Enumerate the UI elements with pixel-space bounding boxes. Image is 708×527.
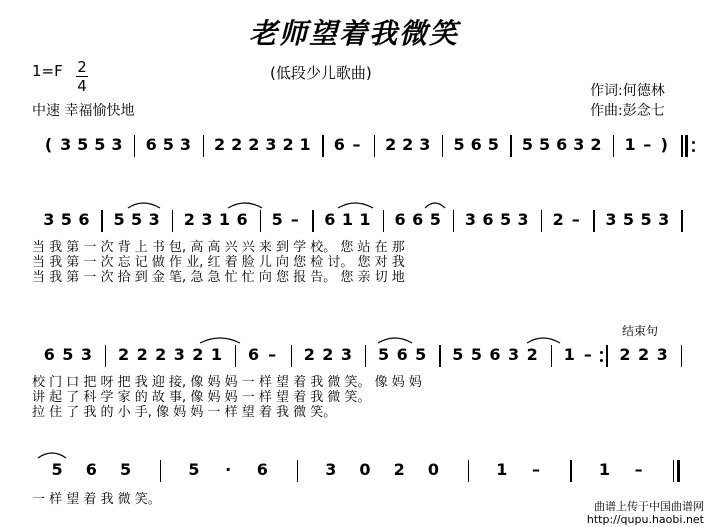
note-token: 2 bbox=[637, 345, 650, 364]
note-token: 6 bbox=[412, 210, 424, 229]
note-token: 1 bbox=[299, 135, 311, 154]
key-signature: 1=F bbox=[32, 62, 63, 80]
note-token: 3 bbox=[573, 135, 585, 154]
note-token: 5 bbox=[499, 210, 512, 229]
note-token: 5 bbox=[113, 210, 125, 229]
lyricist-credit: 作词:何德林 bbox=[590, 83, 665, 99]
note-token: 2 bbox=[155, 345, 167, 364]
note-token: – bbox=[290, 210, 299, 229]
note-token: 3 bbox=[605, 210, 617, 229]
note-token: 6 bbox=[145, 135, 157, 154]
note-token: 5 bbox=[51, 460, 63, 479]
note-token: 2 bbox=[214, 135, 226, 154]
note-token: 2 bbox=[136, 345, 148, 364]
note-token: 2 bbox=[117, 345, 130, 364]
note-token: 2 bbox=[526, 345, 538, 364]
note-token: 3 bbox=[111, 135, 123, 154]
time-signature-bottom: 4 bbox=[77, 77, 87, 95]
note-token: 5 bbox=[377, 345, 390, 364]
note-token: 3 bbox=[656, 345, 668, 364]
note-token: 5 bbox=[119, 460, 132, 479]
note-token: 2 bbox=[282, 135, 294, 154]
note-token: 6 bbox=[470, 135, 482, 154]
footer-site-name: 曲谱上传于中国曲谱网 bbox=[594, 500, 704, 513]
note-token: – bbox=[583, 345, 592, 364]
note-token: 2 bbox=[248, 135, 260, 154]
end-phrase-label: 结束句 bbox=[622, 324, 659, 338]
note-token: 5 bbox=[521, 135, 534, 154]
note-token: – bbox=[643, 135, 652, 154]
note-token: 3 bbox=[80, 345, 92, 364]
tempo-marking: 中速 幸福愉快地 bbox=[32, 103, 135, 119]
note-token: 0 bbox=[427, 460, 439, 479]
note-token: 6 bbox=[482, 210, 494, 229]
note-token: 6 bbox=[394, 210, 406, 229]
lyric-verse1-line2: 当 我 第 一 次 背 上 书 包, 高 高 兴 兴 来 到 学 校。 您 站 在 那 bbox=[32, 240, 405, 255]
note-token: 5 bbox=[415, 345, 427, 364]
note-token: 5 bbox=[539, 135, 551, 154]
lyric-verse3-line3: 拉 住 了 我 的 小 手, 像 妈 妈 一 样 望 着 我 微 笑。 bbox=[32, 405, 337, 420]
lyric-verse2-line3: 讲 起 了 科 学 家 的 故 事, 像 妈 妈 一 样 望 着 我 微 笑。 bbox=[32, 390, 371, 405]
lyric-verse1-line3: 校 门 口 把 呀 把 我 迎 接, 像 妈 妈 一 样 望 着 我 微 笑。 像 妈 妈 bbox=[32, 375, 422, 390]
note-token: 6 bbox=[256, 460, 268, 479]
note-token: 1 bbox=[598, 460, 611, 479]
note-token: 3 bbox=[179, 135, 191, 154]
note-token: 5 bbox=[60, 210, 72, 229]
note-token: – bbox=[634, 460, 643, 479]
note-token: 2 bbox=[590, 135, 602, 154]
note-token: 5 bbox=[429, 210, 441, 229]
note-token: – bbox=[352, 135, 361, 154]
note-token: – bbox=[532, 460, 541, 479]
note-token: 3 bbox=[658, 210, 670, 229]
note-token: 5 bbox=[452, 345, 464, 364]
note-token: 5 bbox=[622, 210, 635, 229]
footer-site-url: http://qupu.haobi.net bbox=[586, 513, 704, 526]
note-token: 6 bbox=[489, 345, 501, 364]
note-token: 5 bbox=[453, 135, 465, 154]
note-token: 6 bbox=[333, 135, 345, 154]
note-token: 5 bbox=[271, 210, 283, 229]
note-token: 3 bbox=[507, 345, 520, 364]
note-token: 2 bbox=[619, 345, 631, 364]
note-token: ( bbox=[44, 135, 53, 154]
note-token: 6 bbox=[556, 135, 568, 154]
note-token: 5 bbox=[62, 345, 74, 364]
note-token: 5 bbox=[131, 210, 143, 229]
lyric-line4: 一 样 望 着 我 微 笑。 bbox=[32, 492, 161, 507]
note-token: 3 bbox=[325, 460, 337, 479]
lyric-verse2-line2: 当 我 第 一 次 忘 记 做 作 业, 红 着 脸 儿 向 您 检 讨。 您 对 我 bbox=[32, 255, 405, 270]
composer-credit: 作曲:彭念七 bbox=[590, 103, 665, 119]
note-token: 5 bbox=[162, 135, 174, 154]
note-token: 3 bbox=[464, 210, 476, 229]
note-token: – bbox=[571, 210, 580, 229]
note-token: 2 bbox=[183, 210, 195, 229]
note-token: 1 bbox=[563, 345, 575, 364]
note-token: 3 bbox=[419, 135, 431, 154]
note-token: 1 bbox=[210, 345, 222, 364]
note-token: 2 bbox=[385, 135, 397, 154]
song-title: 老师望着我微笑 bbox=[248, 17, 459, 50]
note-token: 1 bbox=[359, 210, 371, 229]
note-token: 5 bbox=[94, 135, 106, 154]
note-token: 6 bbox=[324, 210, 336, 229]
note-token: 2 bbox=[231, 135, 243, 154]
note-token: 1 bbox=[496, 460, 508, 479]
song-subtitle: (低段少儿歌曲) bbox=[270, 64, 372, 82]
note-token: 5 bbox=[470, 345, 482, 364]
note-token: 1 bbox=[624, 135, 636, 154]
note-token: 1 bbox=[218, 210, 231, 229]
note-token: 2 bbox=[552, 210, 564, 229]
note-token: 3 bbox=[173, 345, 185, 364]
note-token: 5 bbox=[77, 135, 89, 154]
note-token: 3 bbox=[517, 210, 529, 229]
note-token: · bbox=[225, 460, 232, 479]
note-token: 3 bbox=[148, 210, 160, 229]
note-token: – bbox=[268, 345, 277, 364]
note-token: 1 bbox=[341, 210, 353, 229]
note-token: 5 bbox=[188, 460, 200, 479]
note-token: 2 bbox=[402, 135, 414, 154]
note-token: 6 bbox=[78, 210, 90, 229]
note-token: 3 bbox=[60, 135, 72, 154]
note-token: 3 bbox=[201, 210, 213, 229]
note-token: 2 bbox=[192, 345, 204, 364]
note-token: ) bbox=[660, 135, 668, 154]
note-token: 6 bbox=[43, 345, 55, 364]
time-signature-top: 2 bbox=[77, 58, 87, 76]
note-token: 3 bbox=[265, 135, 277, 154]
note-token: 6 bbox=[236, 210, 248, 229]
note-token: 3 bbox=[340, 345, 352, 364]
note-token: 6 bbox=[85, 460, 97, 479]
note-token: 2 bbox=[393, 460, 405, 479]
note-token: 6 bbox=[396, 345, 408, 364]
note-token: 2 bbox=[322, 345, 334, 364]
note-token: 5 bbox=[640, 210, 652, 229]
lyric-verse3-line2: 当 我 第 一 次 拾 到 金 笔, 急 急 忙 忙 向 您 报 告。 您 亲 切 地 bbox=[32, 270, 405, 285]
note-token: 5 bbox=[487, 135, 499, 154]
note-token: 0 bbox=[359, 460, 371, 479]
note-token: 6 bbox=[247, 345, 260, 364]
note-token: 3 bbox=[43, 210, 55, 229]
note-token: 2 bbox=[303, 345, 315, 364]
